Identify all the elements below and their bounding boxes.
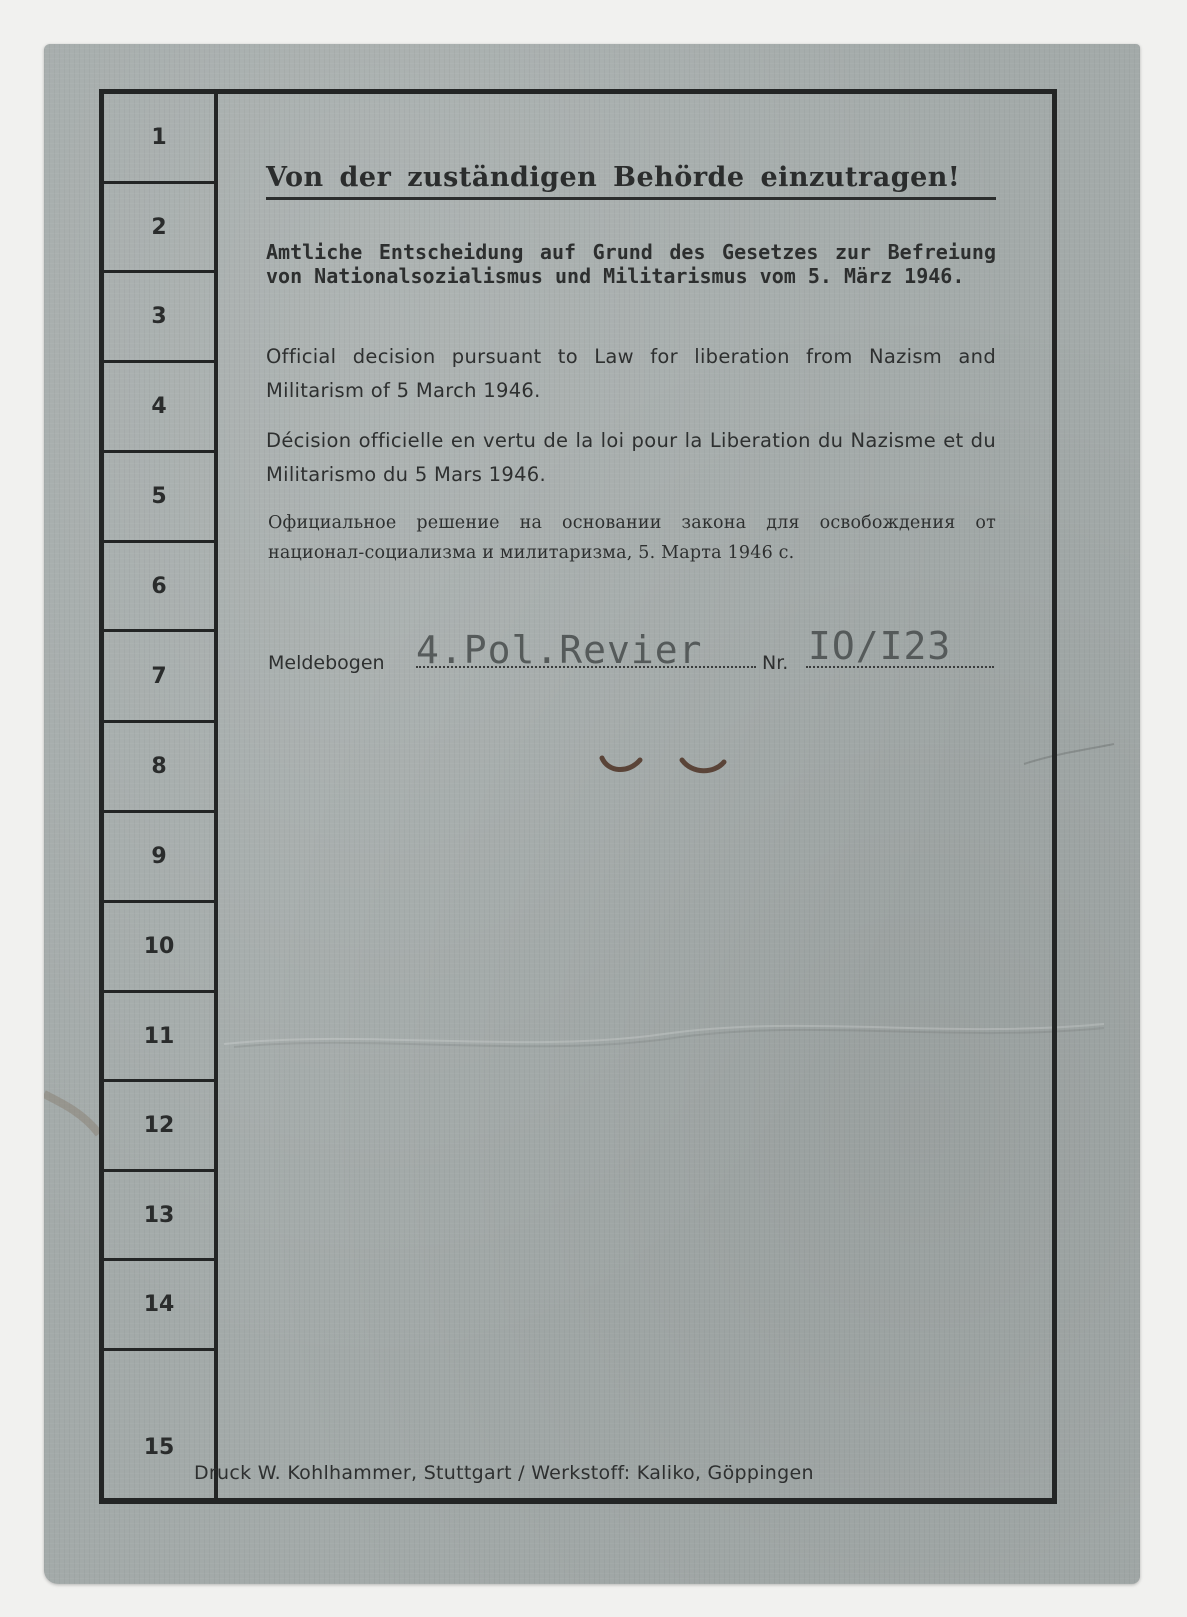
meldebogen-row	[266, 624, 996, 674]
row-number-cell: 7	[104, 632, 214, 723]
russian-paragraph: Официальное решение на основании закона для освобождения от национал-социализма и милитаризма, 5. Марта 1946 с.	[268, 513, 996, 563]
nr-dotted-line	[806, 666, 994, 668]
printer-imprint: Druck W. Kohlhammer, Stuttgart / Werkstoff: Kaliko, Göppingen	[194, 1462, 814, 1484]
english-paragraph: Official decision pursuant to Law for liberation from Nazism and Militarism of 5 March 1946.	[266, 345, 996, 402]
meldebogen-typed-value: 4.Pol.Revier	[416, 628, 703, 672]
row-number-cell: 15	[143, 1434, 175, 1460]
row-number-cell: 13	[104, 1172, 214, 1261]
row-number-cell: 14	[104, 1261, 214, 1351]
german-paragraph: Amtliche Entscheidung auf Grund des Gesetzes zur Befreiung von Nationalsozialismus und Militarismus vom 5. März 1946.	[266, 240, 996, 288]
nr-typed-value: IO/I23	[808, 624, 952, 668]
row-number-cell: 3	[104, 273, 214, 363]
form-frame	[99, 89, 1057, 1504]
row-number-cell: 12	[104, 1082, 214, 1172]
row-number-cell: 1	[104, 94, 214, 184]
row-number-cell: 11	[104, 993, 214, 1082]
nr-label: Nr.	[762, 652, 789, 674]
number-column	[104, 94, 218, 1498]
row-number-cell: 6	[104, 543, 214, 632]
row-number-cell: 5	[104, 453, 214, 543]
meldebogen-label: Meldebogen	[268, 652, 385, 674]
form-heading: Von der zuständigen Behörde einzutragen!	[266, 162, 996, 200]
row-number-cell: 8	[104, 723, 214, 813]
row-number-cell: 2	[104, 184, 214, 273]
registration-card	[44, 44, 1140, 1584]
meldebogen-dotted-line	[416, 666, 756, 668]
staples-icon	[594, 744, 734, 784]
french-paragraph: Décision officielle en vertu de la loi pour la Liberation du Nazisme et du Militarismo du 5 Mars 1946.	[266, 429, 996, 486]
row-number-cell: 9	[104, 813, 214, 903]
row-number-cell: 10	[104, 903, 214, 993]
row-number-cell: 4	[104, 363, 214, 453]
